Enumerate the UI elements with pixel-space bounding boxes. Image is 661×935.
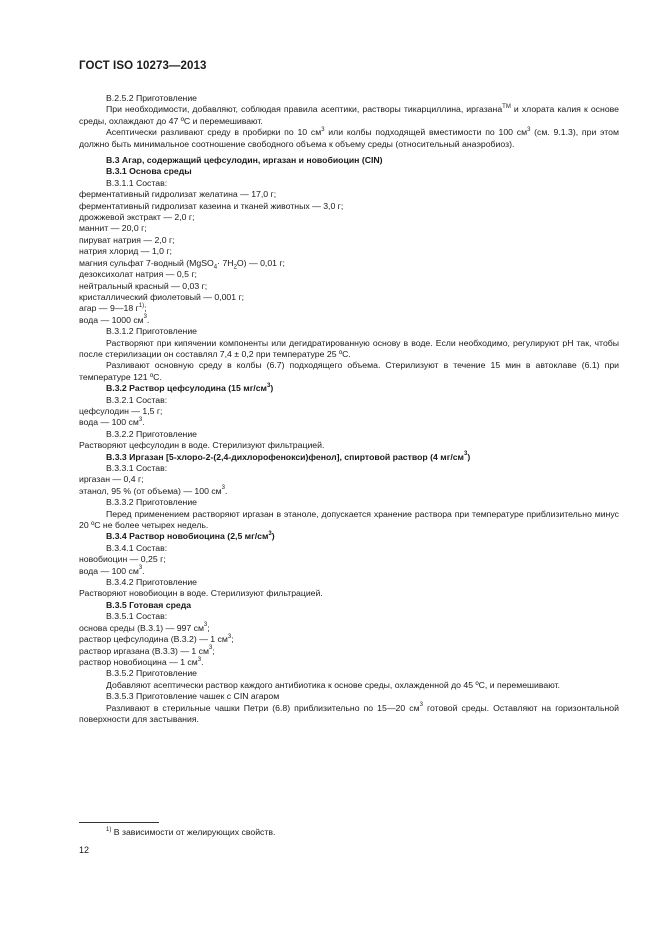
list-item: новобиоцин — 0,25 г;: [79, 554, 166, 565]
subsection-heading: В.3.2.1 Состав:: [106, 394, 168, 405]
subsection-heading: В.3.5.2 Приготовление: [106, 668, 198, 679]
footnote-text: В зависимости от желирующих свойств.: [111, 827, 276, 837]
subsection-heading: В.2.5.2 Приготовление: [106, 93, 198, 103]
list-item: цефсулодин — 1,5 г;: [79, 405, 163, 416]
section-heading-b33: В.3.3 Иргазан [5-хлоро-2-(2,4-дихлорофенокси)фенол], спиртовой раствор (4 $мг/см^3$): [106, 451, 471, 462]
page-number: 12: [79, 845, 90, 855]
paragraph: Растворяют при кипячении компоненты или дегидратированную основу в воде. Если необходимо, регулируют pH так, чтобы после стерилизации он составлял 7,4 ± 0,2 при температуре 25 ºС.: [79, 337, 619, 359]
paragraph: Растворяют цефсулодин в воде. Стерилизуют фильтрацией.: [79, 440, 325, 451]
subsection-heading: В.3.1.1 Состав:: [106, 177, 168, 188]
paragraph: Разливают в стерильные чашки Петри (6.8) приблизительно по 15—20 $см^3$ готовой среды. Оставляют на горизонтальной поверхности для застывания.: [79, 702, 619, 724]
subsection-heading: В.3.5.1 Состав:: [106, 611, 168, 622]
list-item: иргазан — 0,4 г;: [79, 474, 144, 485]
subsection-heading: В.3.5.3 Приготовление чашек с CIN агаром: [106, 691, 280, 702]
subsection-heading: В.3.3.1 Состав:: [106, 463, 168, 473]
list-item: вода — 100 $см^3$.: [79, 416, 145, 428]
list-item: вода — 1000 $см^3$.: [79, 314, 150, 325]
list-item: основа среды (В.3.1) — 997 $см^3$;: [79, 622, 210, 633]
list-item: дрожжевой экстракт — 2,0 г;: [79, 212, 195, 223]
list-item: дезоксихолат натрия — 0,5 г;: [79, 269, 197, 280]
paragraph: Асептически разливают среду в пробирки по 10 $см^3$ или колбы подходящей вместимости по 100 $см^3$ (см. 9.1.3), при этом должно быть минимальное соотношение свободного объема к объему среды (относительный анаэробиоз).: [79, 126, 619, 149]
list-item: нейтральный красный — 0,03 г;: [79, 280, 208, 291]
list-item: раствор новобиоцина — 1 $см^3$.: [79, 656, 204, 667]
subsection-heading: В.3.1.2 Приготовление: [106, 326, 198, 337]
footnote-divider: [79, 822, 159, 823]
section-heading-b32: В.3.2 Раствор цефсулодина (15 $мг/см^3$): [106, 382, 274, 394]
subsection-heading: В.3.3.2 Приготовление: [106, 497, 198, 508]
section-heading-b34: В.3.4 Раствор новобиоцина (2,5 $мг/см^3$): [106, 531, 275, 542]
section-heading-b3: В.3 Агар, содержащий цефсулодин, иргазан и новобиоцин (CIN): [106, 155, 383, 166]
section-heading-b35: В.3.5 Готовая среда: [106, 599, 192, 610]
paragraph: Перед применением растворяют иргазан в этаноле, допускается хранение раствора при температуре приблизительно минус 20 ºС не более четырех недель.: [79, 508, 619, 531]
page-header-title: ГОСТ ISO 10273—2013: [79, 60, 207, 72]
list-item: кристаллический фиолетовый — 0,001 г;: [79, 291, 245, 302]
footnote: [106, 827, 275, 837]
list-item: раствор иргазана (В.3.3) — 1 $см^3$;: [79, 645, 215, 656]
subsection-heading: В.3.4.2 Приготовление: [106, 577, 198, 588]
paragraph: Растворяют новобиоцин в воде. Стерилизуют фильтрацией.: [79, 588, 323, 599]
paragraph: Добавляют асептически раствор каждого антибиотика к основе среды, охлажденной до 45 ºС, и перемешивают.: [106, 679, 560, 690]
paragraph: Разливают основную среду в колбы (6.7) подходящего объема. Стерилизуют в течение 15 мин в автоклаве (6.1) при температуре 121 ºС.: [79, 360, 619, 382]
paragraph: При необходимости, добавляют, соблюдая правила асептики, растворы тикарциллина, иргазана™ и хлората калия к основе среды, охлаждают до 47 ºС и перемешивают.: [79, 104, 619, 126]
list-item: маннит — 20,0 г;: [79, 223, 147, 234]
list-item: агар — 9—18 $г^{1)}$;: [79, 302, 147, 314]
list-item: ферментативный гидролизат желатина — 17,0 г;: [79, 189, 277, 200]
document-body: [79, 93, 619, 725]
subsection-heading: В.3.4.1 Состав:: [106, 542, 168, 553]
subsection-heading: В.3.2.2 Приготовление: [106, 428, 198, 439]
section-heading-b31: В.3.1 Основа среды: [106, 166, 192, 177]
list-item: раствор цефсулодина (В.3.2) — 1 $см^3$;: [79, 633, 234, 645]
list-item: пируват натрия — 2,0 г;: [79, 234, 175, 245]
list-item: натрия хлорид — 1,0 г;: [79, 246, 172, 257]
list-item: магния сульфат 7-водный (MgSO$_4$· $7H_2O$) — 0,01 г;: [79, 257, 285, 271]
list-item: вода — 100 $см^3$.: [79, 565, 145, 576]
footnote-mark: 1): [106, 826, 112, 833]
list-item: ферментативный гидролизат казеина и тканей животных — 3,0 г;: [79, 200, 344, 211]
list-item: этанол, 95 % (от объема) — 100 $см^3$.: [79, 485, 228, 496]
